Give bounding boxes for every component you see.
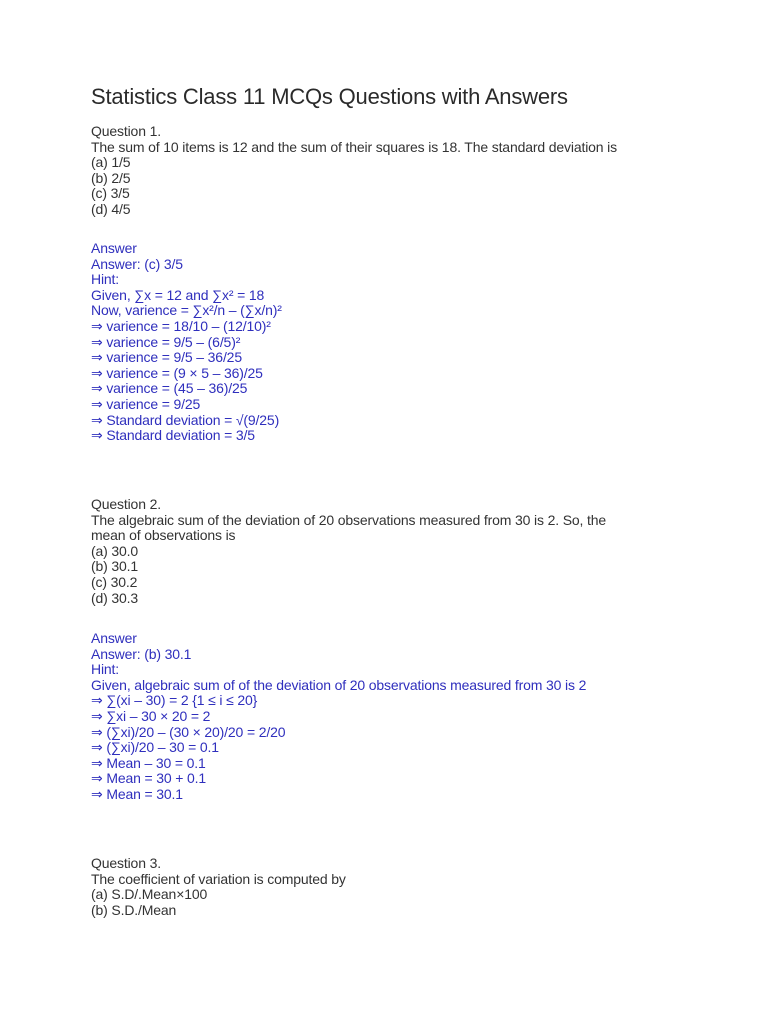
hint-line: Given, algebraic sum of of the deviation of 20 observations measured from 30 is 2 bbox=[91, 676, 587, 693]
option-a: (a) 30.0 bbox=[91, 542, 139, 559]
option-a: (a) 1/5 bbox=[91, 154, 131, 171]
question-1 bbox=[91, 124, 731, 218]
hint-line: ⇒ varience = 9/5 – 36/25 bbox=[91, 349, 242, 366]
hint-line: ⇒ varience = 18/10 – (12/10)² bbox=[91, 317, 271, 334]
option-d: (d) 4/5 bbox=[91, 200, 131, 217]
answer-text: Answer: (b) 30.1 bbox=[91, 645, 192, 662]
hint-line: Given, ∑x = 12 and ∑x² = 18 bbox=[91, 286, 265, 303]
hint-line: ⇒ ∑(xi – 30) = 2 {1 ≤ i ≤ 20} bbox=[91, 692, 258, 709]
question-stem: The algebraic sum of the deviation of 20 observations measured from 30 is 2. So, the bbox=[91, 511, 607, 528]
hint-line: ⇒ Standard deviation = √(9/25) bbox=[91, 411, 280, 428]
option-c: (c) 30.2 bbox=[91, 573, 138, 590]
answer-heading[interactable]: Answer bbox=[91, 630, 137, 646]
hint-line: ⇒ varience = (9 × 5 – 36)/25 bbox=[91, 364, 263, 381]
answer-2 bbox=[91, 631, 731, 803]
question-3 bbox=[91, 856, 731, 918]
question-stem: The sum of 10 items is 12 and the sum of their squares is 18. The standard deviation is bbox=[91, 138, 617, 155]
page-title: Statistics Class 11 MCQs Questions with Answers bbox=[91, 84, 568, 109]
option-b: (b) 30.1 bbox=[91, 558, 139, 575]
hint-line: ⇒ Mean = 30 + 0.1 bbox=[91, 770, 207, 787]
hint-line: ⇒ varience = (45 – 36)/25 bbox=[91, 380, 248, 397]
hint-line: ⇒ Standard deviation = 3/5 bbox=[91, 427, 255, 444]
option-b: (b) S.D./Mean bbox=[91, 901, 177, 918]
question-label: Question 2. bbox=[91, 496, 161, 512]
hint-line: ⇒ (∑xi)/20 – 30 = 0.1 bbox=[91, 739, 219, 756]
option-a: (a) S.D/.Mean×100 bbox=[91, 886, 208, 903]
answer-heading[interactable]: Answer bbox=[91, 240, 137, 256]
question-stem: mean of observations is bbox=[91, 527, 236, 544]
question-2 bbox=[91, 497, 731, 606]
answer-text: Answer: (c) 3/5 bbox=[91, 255, 183, 272]
hint-line: ⇒ varience = 9/5 – (6/5)² bbox=[91, 333, 241, 350]
hint-label: Hint: bbox=[91, 271, 120, 288]
hint-line: ⇒ Mean – 30 = 0.1 bbox=[91, 754, 206, 771]
answer-1 bbox=[91, 241, 731, 444]
question-stem: The coefficient of variation is computed by bbox=[91, 870, 346, 887]
hint-line: ⇒ Mean = 30.1 bbox=[91, 785, 183, 802]
option-d: (d) 30.3 bbox=[91, 589, 139, 606]
hint-label: Hint: bbox=[91, 661, 120, 678]
question-label: Question 3. bbox=[91, 855, 161, 871]
option-c: (c) 3/5 bbox=[91, 185, 130, 202]
question-label: Question 1. bbox=[91, 123, 161, 139]
option-b: (b) 2/5 bbox=[91, 169, 131, 186]
hint-line: Now, varience = ∑x²/n – (∑x/n)² bbox=[91, 302, 282, 319]
hint-line: ⇒ varience = 9/25 bbox=[91, 395, 201, 412]
hint-line: ⇒ ∑xi – 30 × 20 = 2 bbox=[91, 707, 211, 724]
hint-line: ⇒ (∑xi)/20 – (30 × 20)/20 = 2/20 bbox=[91, 723, 286, 740]
